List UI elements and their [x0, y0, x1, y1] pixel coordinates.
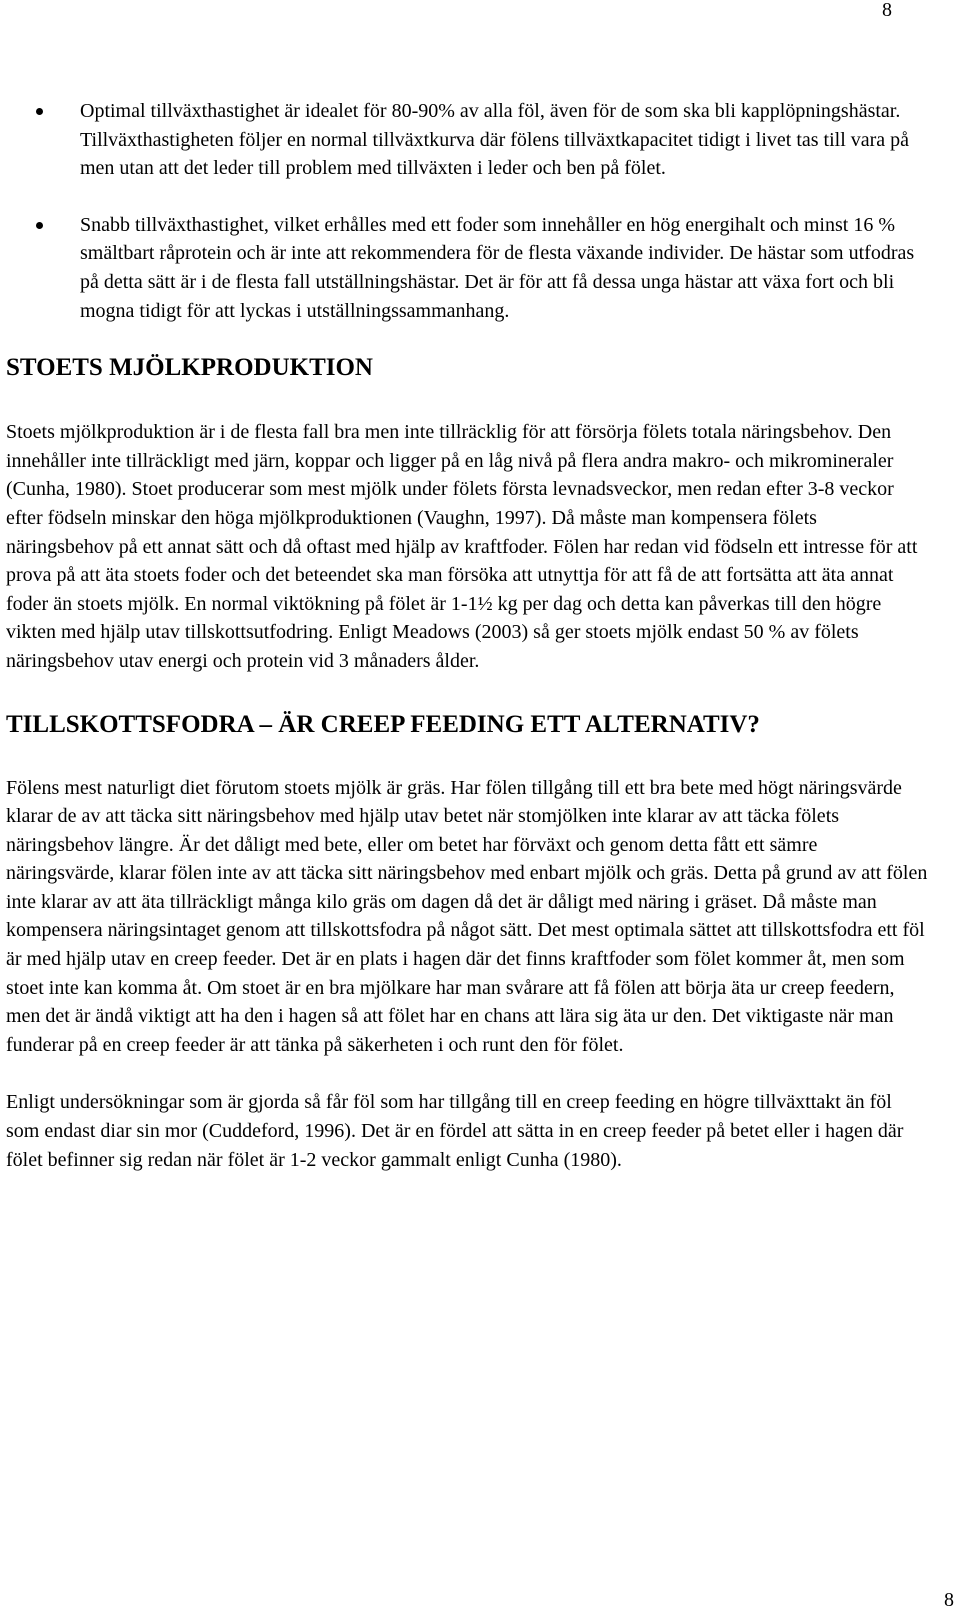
paragraph-tillskott-2: Enligt undersökningar som är gjorda så får föl som har tillgång till en creep feeding en högre tillväxttakt än föl som endast diar sin mor (Cuddeford, 1996). Det är en fördel att sätta in en creep feeder på betet eller i hagen där fölet befinner sig redan när fölet är 1-2 veckor gammalt enligt Cunha (1980). — [6, 1091, 904, 1171]
section-heading-tillskott: TILLSKOTTSFODRA – ÄR CREEP FEEDING ETT ALTERNATIV? — [6, 710, 760, 738]
paragraph-stoet: Stoets mjölkproduktion är i de flesta fall bra men inte tillräcklig för att försörja fölets totala näringsbehov. Den innehåller inte tillräckligt med järn, koppar och ligger på en låg nivå på flera andra makro- och mikromineraler (Cunha, 1980). Stoet producerar som mest mjölk under fölets första levnadsveckor, men redan efter 3-8 veckor efter födseln minskar den höga mjölkproduktionen (Vaughn, 1997). Då måste man kompensera fölets näringsbehov på ett annat sätt och då oftast med hjälp av kraftfoder. Fölen har redan vid födseln ett intresse för att prova på att äta stoets foder och det beteendet ska man försöka att utnyttja för att få de att fortsätta att äta annat foder än stoets mjölk. En normal viktökning på fölet är 1-1½ kg per dag och detta kan påverkas till den högre vikten med hjälp utav tillskottsutfodring. Enligt Meadows (2003) så ger stoets mjölk endast 50 % av fölets näringsbehov utav energi och protein vid 3 månaders ålder. — [6, 421, 918, 672]
bullet-list — [6, 97, 928, 325]
list-item — [6, 211, 928, 325]
bullet-text: Snabb tillväxthastighet, vilket erhålles med ett foder som innehåller en hög energihalt och minst 16 % smältbart råprotein och är inte att rekommendera för de flesta växande individer. De hästar som utfodras på detta sätt är i de flesta fall utställningshästar. Det är för att få dessa unga hästar att växa fort och bli mogna tidigt för att lyckas i utställningssammanhang. — [80, 213, 915, 322]
bullet-icon — [36, 222, 43, 229]
bullet-text: Optimal tillväxthastighet är idealet för 80-90% av alla föl, även för de som ska bli kapplöpningshästar. Tillväxthastigheten följer en normal tillväxtkurva där fölens tillväxtkapacitet tidigt i livet tas till vara på men utan att det leder till problem med tillväxten i leder och ben på fölet. — [80, 100, 910, 180]
list-item — [6, 97, 928, 183]
page-number-bottom: 8 — [944, 1589, 954, 1611]
section-heading-stoet: STOETS MJÖLKPRODUKTION — [6, 354, 373, 382]
page-number-top: 8 — [882, 0, 892, 21]
paragraph-tillskott-1: Fölens mest naturligt diet förutom stoets mjölk är gräs. Har fölen tillgång till ett bra bete med högt näringsvärde klarar de av att täcka sitt näringsbehov med hjälp utav betet när stomjölken inte klarar av att täcka fölets näringsbehov längre. Är det dåligt med bete, eller om betet har förväxt och genom detta fått ett sämre näringsvärde, klarar fölen inte av att täcka sitt näringsbehov med enbart mjölk och gräs. Detta på grund av att fölen inte klarar av att äta tillräckligt många kilo gräs om dagen då det är dåligt med näring i gräset. Då måste man kompensera näringsintaget genom att tillskottsfodra på något sätt. Det mest optimala sättet att tillskottsfodra ett föl är med hjälp utav en creep feeder. Det är en plats i hagen där det finns kraftfoder som fölet kommer åt, men som stoet inte kan komma åt. Om stoet är en bra mjölkare har man svårare att få fölen att börja äta ur creep feedern, men det är ändå viktigt att ha den i hagen så att fölet har en chans att lära sig äta ur den. Det viktigaste när man funderar på en creep feeder är att tänka på säkerheten i och runt den för fölet. — [6, 776, 928, 1056]
bullet-icon — [36, 108, 43, 115]
document-body — [6, 97, 928, 1174]
